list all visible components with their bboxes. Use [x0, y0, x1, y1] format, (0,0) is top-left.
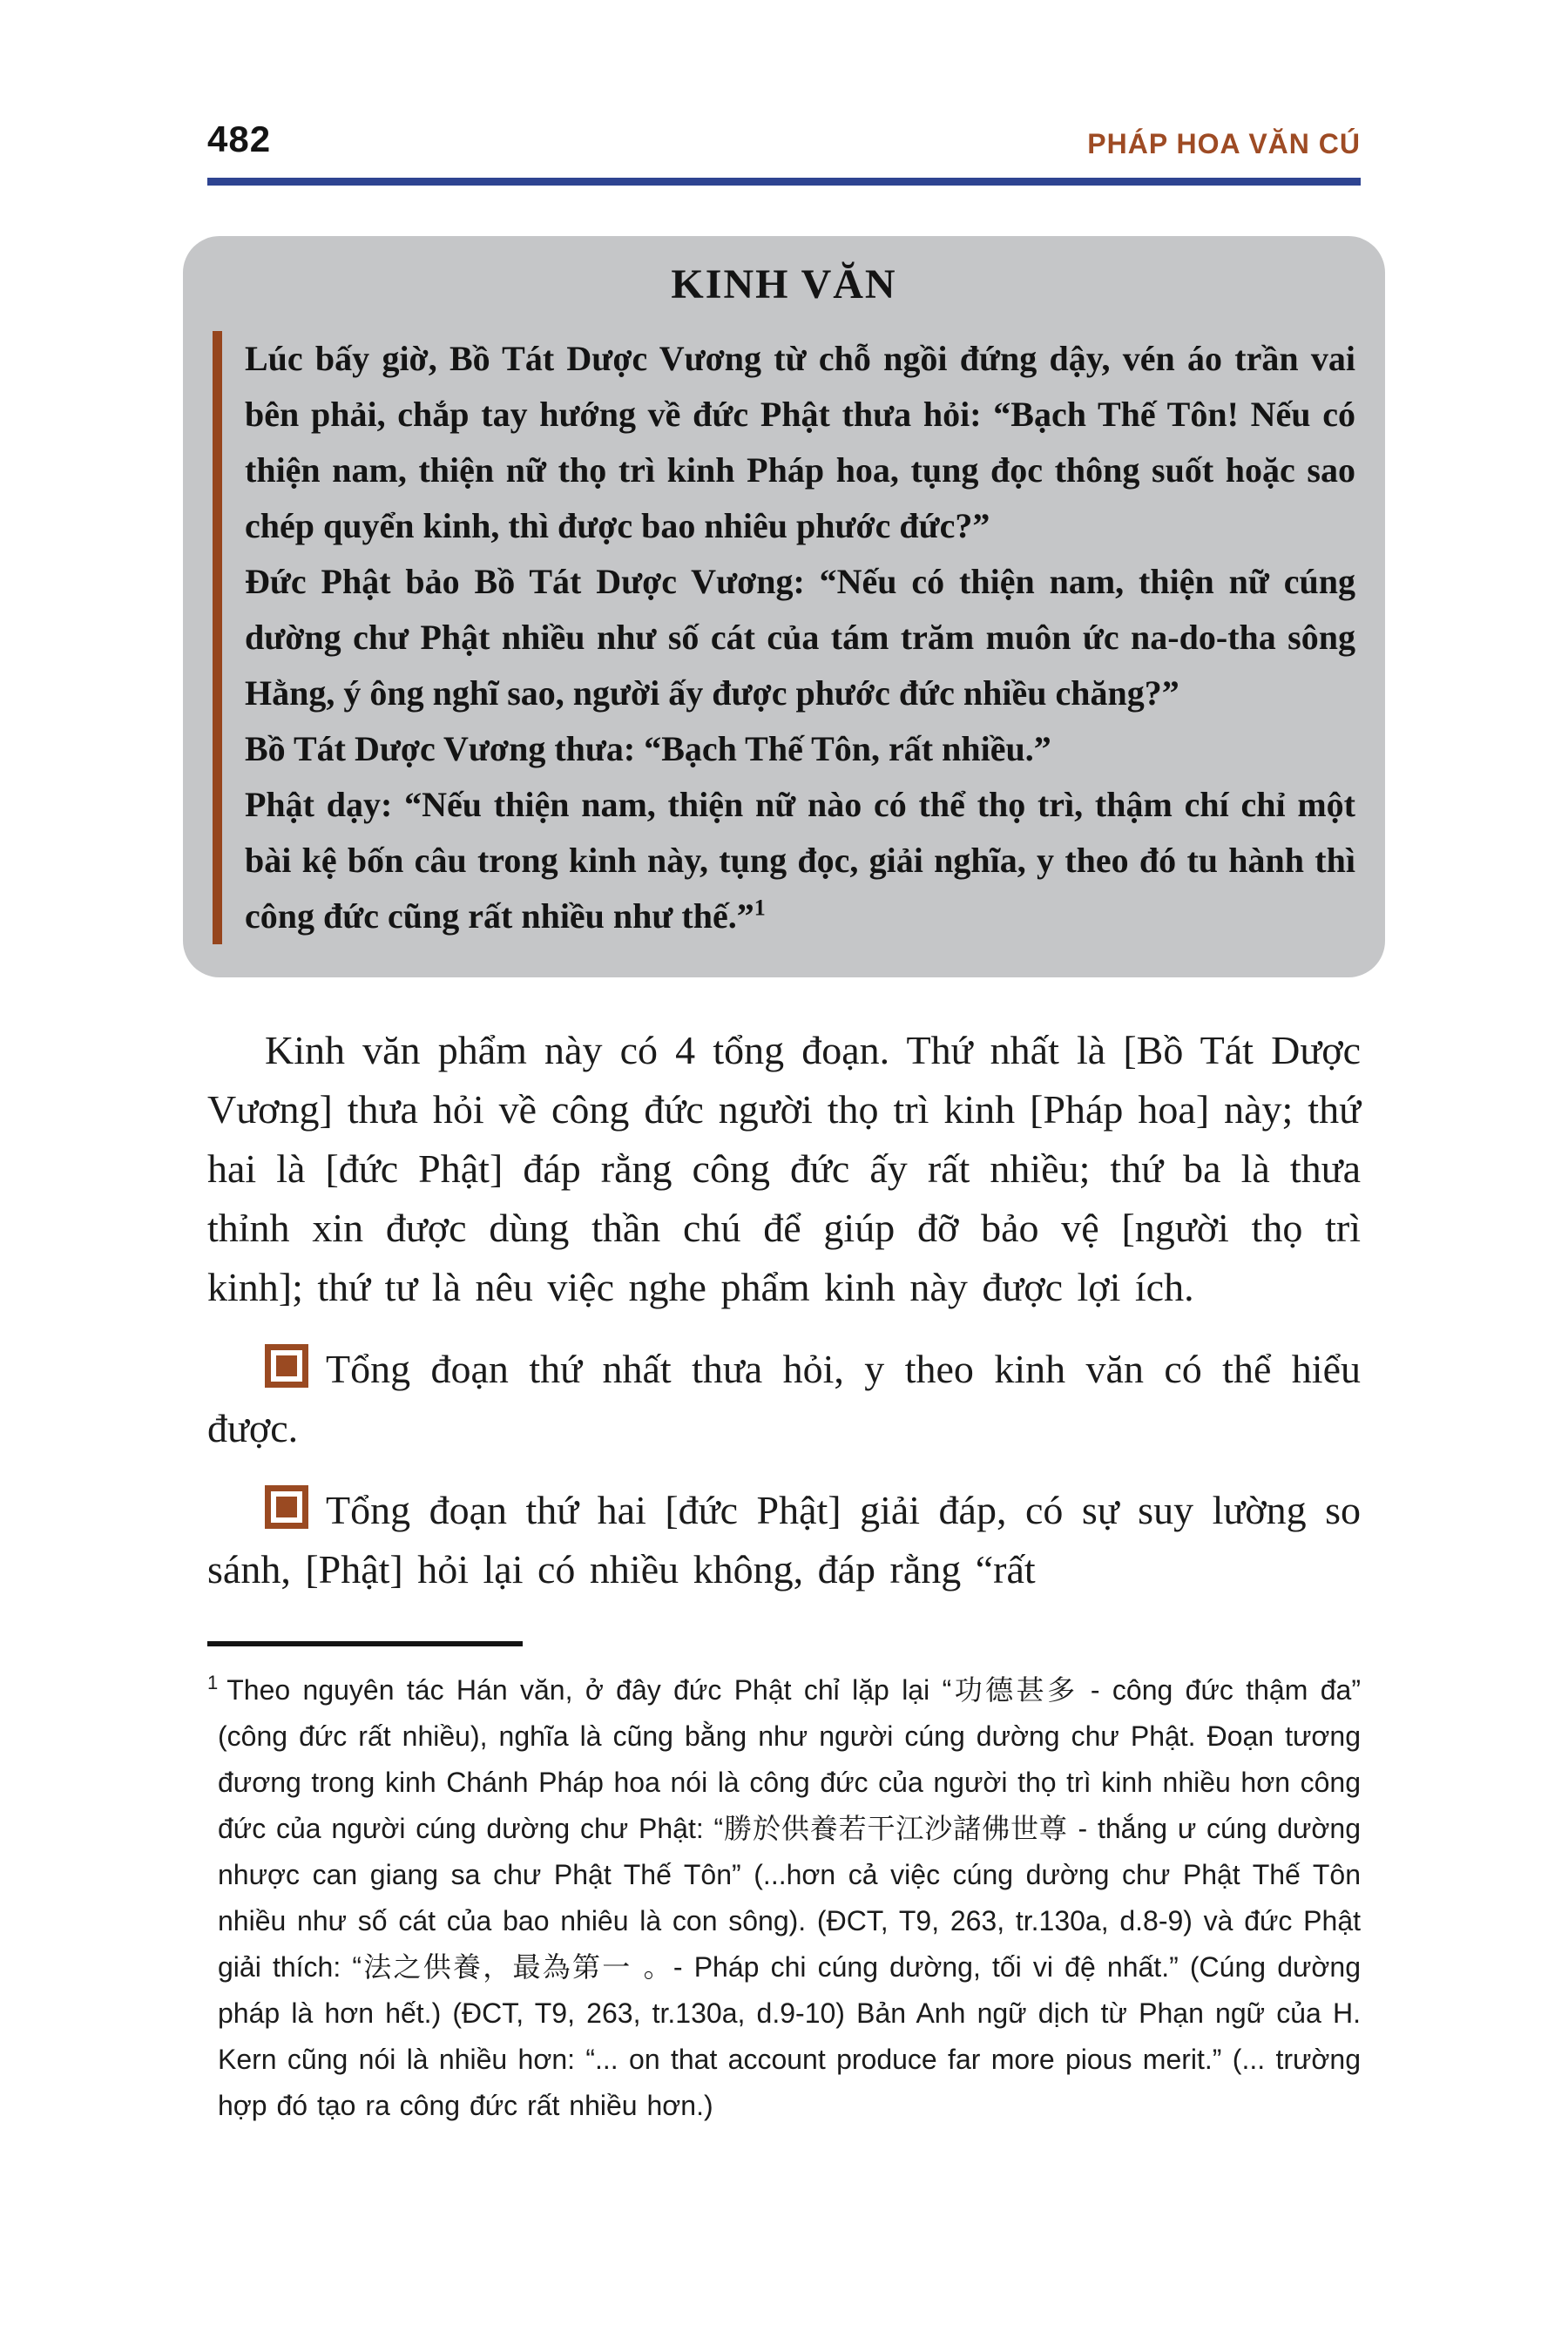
commentary-paragraph-text: Tổng đoạn thứ hai [đức Phật] giải đáp, có sự suy lường so sánh, [Phật] hỏi lại có nhiều không, đáp rằng “rất — [207, 1488, 1361, 1592]
section-bullet-inner — [276, 1497, 297, 1517]
section-bullet-icon — [265, 1344, 308, 1388]
footnote-separator — [207, 1641, 523, 1646]
footnote-marker: 1 — [207, 1672, 219, 1694]
section-bullet-icon — [265, 1485, 308, 1529]
sutra-quote — [213, 331, 1355, 944]
page-header — [207, 0, 1361, 160]
page-number: 482 — [207, 118, 272, 159]
commentary-body — [207, 1021, 1361, 1599]
commentary-paragraph: Kinh văn phẩm này có 4 tổng đoạn. Thứ nhất là [Bồ Tát Dược Vương] thưa hỏi về công đức người thọ trì kinh [Pháp hoa] này; thứ hai là [đức Phật] đáp rằng công đức ấy rất nhiều; thứ ba là thưa thỉnh xin được dùng thần chú để giúp đỡ bảo vệ [người thọ trì kinh]; thứ tư là nêu việc nghe phẩm kinh này được lợi ích. — [207, 1028, 1361, 1309]
sutra-paragraph — [245, 777, 1355, 944]
footnote-reference: 1 — [754, 895, 766, 921]
sutra-paragraph: Lúc bấy giờ, Bồ Tát Dược Vương từ chỗ ngồi đứng dậy, vén áo trần vai bên phải, chắp tay hướng về đức Phật thưa hỏi: “Bạch Thế Tôn! Nếu có thiện nam, thiện nữ thọ trì kinh Pháp hoa, tụng đọc thông suốt hoặc sao chép quyển kinh, thì được bao nhiêu phước đức?” — [245, 339, 1355, 545]
running-title: PHÁP HOA VĂN CÚ — [1087, 128, 1361, 159]
commentary-paragraph — [207, 1481, 1361, 1599]
sutra-paragraph: Đức Phật bảo Bồ Tát Dược Vương: “Nếu có thiện nam, thiện nữ cúng dường chư Phật nhiều như số cát của tám trăm muôn ức na-do-tha sông Hằng, ý ông nghĩ sao, người ấy được phước đức nhiều chăng?” — [245, 562, 1355, 713]
footnote-text: Theo nguyên tác Hán văn, ở đây đức Phật chỉ lặp lại “功德甚多 - công đức thậm đa” (công đức rất nhiều), nghĩa là cũng bằng như người cúng dường chư Phật. Đoạn tương đương trong kinh Chánh Pháp hoa nói là công đức của người thọ trì kinh nhiều hơn công đức của người cúng dường chư Phật: “勝於供養若干江沙諸佛世尊 - thắng ư cúng dường nhược can giang sa chư Phật Thế Tôn” (...hơn cả việc cúng dường chư Phật Thế Tôn nhiều như số cát của bao nhiêu là con sông). (ĐCT, T9, 263, tr.130a, d.8-9) và đức Phật giải thích: “法之供養，最為第一 。- Pháp chi cúng dường, tối vi đệ nhất.” (Cúng dường pháp là hơn hết.) (ĐCT, T9, 263, tr.130a, d.9-10) Bản Anh ngữ dịch từ Phạn ngữ của H. Kern cũng nói là nhiều hơn: “... on that account produce far more pious merit.” (... trường hợp đó tạo ra công đức rất nhiều hơn.) — [218, 1674, 1361, 2121]
sutra-quote-box — [183, 236, 1385, 977]
footnote — [207, 1667, 1361, 2129]
sutra-paragraph: Bồ Tát Dược Vương thưa: “Bạch Thế Tôn, rất nhiều.” — [245, 729, 1051, 768]
header-rule — [207, 178, 1361, 186]
sutra-section-title: KINH VĂN — [671, 261, 897, 308]
footnote-area — [0, 1641, 1568, 2129]
sutra-paragraph-text: Phật dạy: “Nếu thiện nam, thiện nữ nào có thể thọ trì, thậm chí chỉ một bài kệ bốn câu trong kinh này, tụng đọc, giải nghĩa, y theo đó tu hành thì công đức cũng rất nhiều như thế.” — [245, 785, 1355, 936]
commentary-paragraph-text: Tổng đoạn thứ nhất thưa hỏi, y theo kinh văn có thể hiểu được. — [207, 1347, 1361, 1450]
section-bullet-inner — [276, 1355, 297, 1376]
commentary-paragraph — [207, 1340, 1361, 1458]
